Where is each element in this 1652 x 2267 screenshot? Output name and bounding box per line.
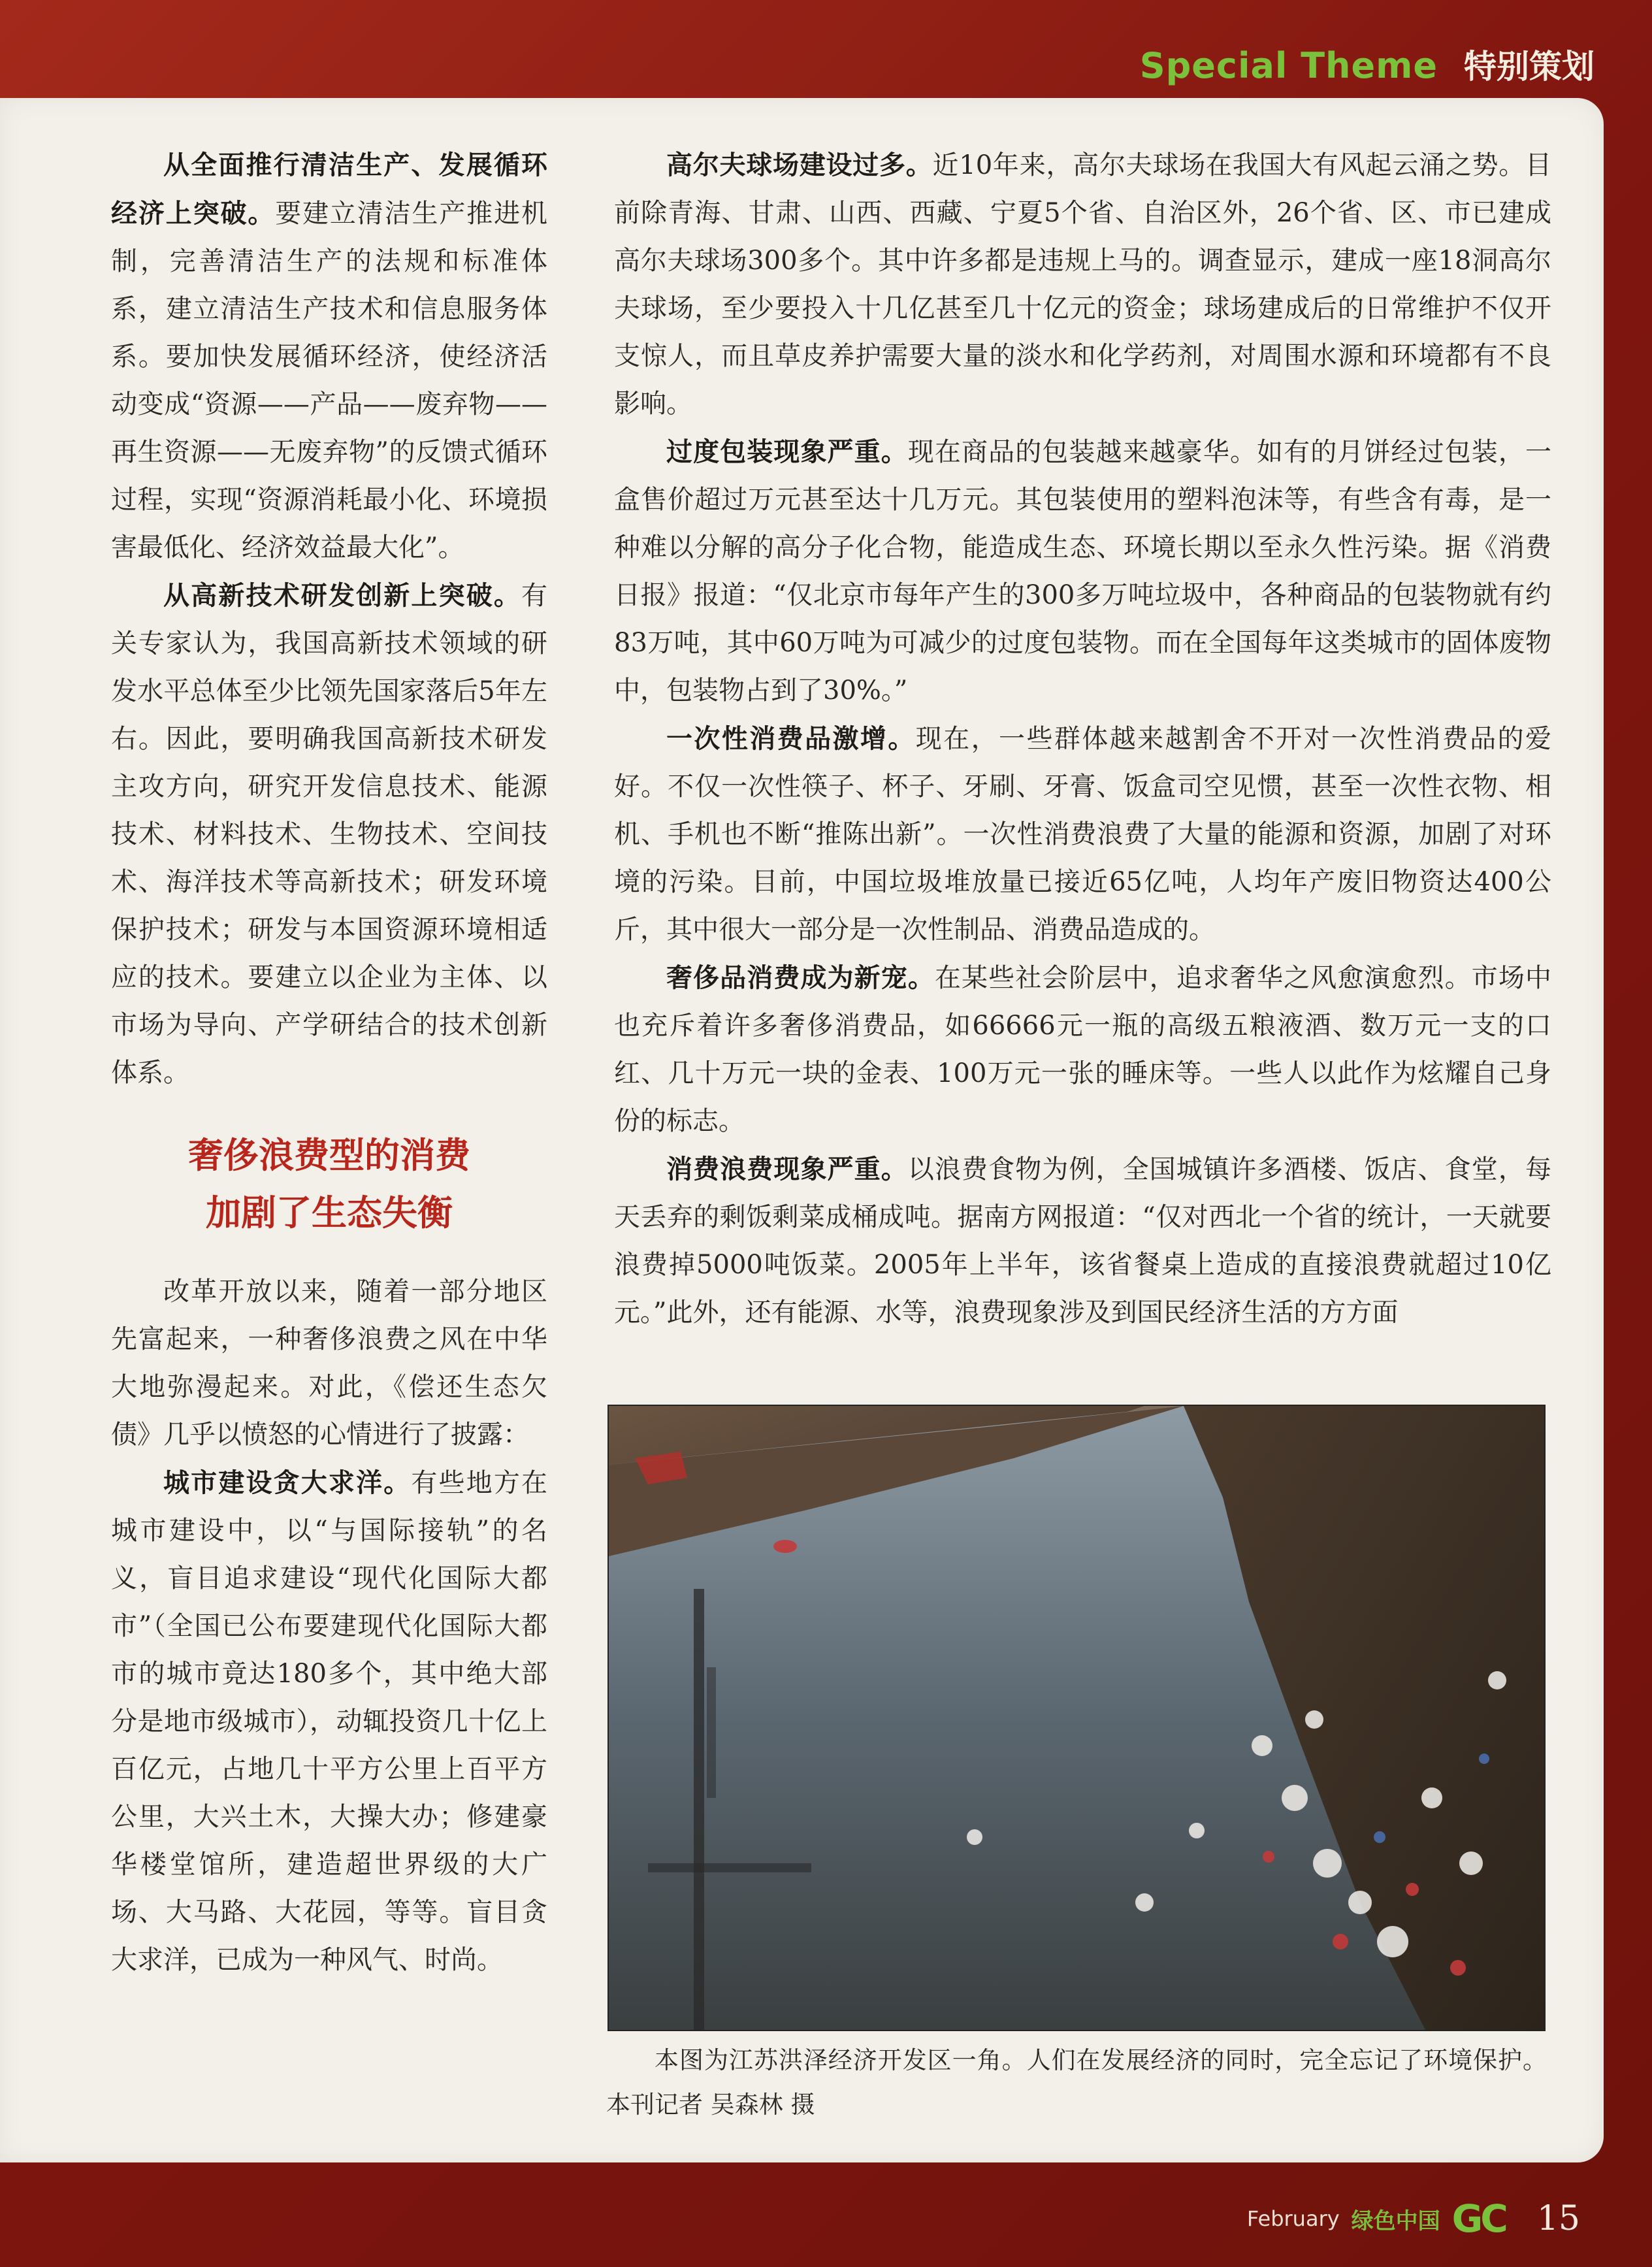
paragraph-text: 在某些社会阶层中，追求奢华之风愈演愈烈。市场中也充斥着许多奢侈消费品，如66666元一瓶的高级五粮液酒、数万元一支的口红、几十万元一块的金表、100万元一张的睡床等。一些人以此作为炫耀自己身份的标志。 bbox=[614, 963, 1551, 1136]
magazine-logo: GC bbox=[1451, 2196, 1506, 2241]
lead-heading: 奢侈品消费成为新宠。 bbox=[666, 962, 935, 993]
paragraph-text: 以浪费食物为例，全国城镇许多酒楼、饭店、食堂，每天丢弃的剩饭剩菜成桶成吨。据南方网报道：“仅对西北一个省的统计，一天就要浪费掉5000吨饭菜。2005年上半年，该省餐桌上造成的直接浪费就超过10亿元。”此外，还有能源、水等，浪费现象涉及到国民经济生活的方方面 bbox=[614, 1154, 1551, 1328]
paragraph bbox=[614, 428, 1551, 715]
caption-text: 本图为江苏洪泽经济开发区一角。人们在发展经济的同时，完全忘记了环境保护。 本刊记者 吴森林 摄 bbox=[606, 2046, 1547, 2119]
paragraph-text: 要建立清洁生产推进机制，完善清洁生产的法规和标准体系，建立清洁生产技术和信息服务体系。要加快发展循环经济，使经济活动变成“资源——产品——废弃物——再生资源——无废弃物”的反馈式循环过程，实现“资源消耗最小化、环境损害最低化、经济效益最大化”。 bbox=[111, 199, 548, 563]
lead-heading: 从高新技术研发创新上突破。 bbox=[163, 580, 521, 611]
polluted-canal-photo bbox=[607, 1405, 1546, 2031]
paragraph bbox=[111, 1459, 547, 1984]
page-number: 15 bbox=[1536, 2199, 1580, 2238]
lead-heading: 过度包装现象严重。 bbox=[666, 436, 908, 467]
paragraph-text: 近10年来，高尔夫球场在我国大有风起云涌之势。目前除青海、甘肃、山西、西藏、宁夏5个省、自治区外，26个省、区、市已建成高尔夫球场300多个。其中许多都是违规上马的。调查显示，建成一座18洞高尔夫球场，至少要投入十几亿甚至几十亿元的资金；球场建成后的日常维护不仅开支惊人，而且草皮养护需要大量的淡水和化学药剂，对周围水源和环境都有不良影响。 bbox=[614, 150, 1551, 419]
lead-heading: 一次性消费品激增。 bbox=[666, 723, 916, 754]
section-header bbox=[1140, 41, 1595, 88]
paragraph bbox=[614, 715, 1551, 954]
paragraph bbox=[614, 141, 1551, 428]
page-footer bbox=[1247, 2196, 1580, 2241]
paragraph-text: 有些地方在城市建设中，以“与国际接轨”的名义，盲目追求建设“现代化国际大都市”（全国已公布要建现代化国际大都市的城市竟达180多个，其中绝大部分是地市级城市），动辄投资几十亿上百亿元，占地几十平方公里上百平方公里，大兴土木，大操大办；修建豪华楼堂馆所，建造超世界级的大广场、大马路、大花园，等等。盲目贪大求洋，已成为一种风气、时尚。 bbox=[111, 1468, 548, 1975]
photo-caption bbox=[606, 2038, 1547, 2127]
lead-heading: 从全面推行清洁生产、发展循环经济上突破。 bbox=[111, 150, 547, 229]
theme-english: Special Theme bbox=[1139, 45, 1438, 86]
right-column bbox=[614, 141, 1551, 1337]
paragraph bbox=[111, 141, 547, 572]
paragraph bbox=[614, 954, 1551, 1145]
lead-heading: 消费浪费现象严重。 bbox=[666, 1154, 908, 1184]
lead-heading: 高尔夫球场建设过多。 bbox=[666, 150, 933, 180]
section-title-line: 奢侈浪费型的消费 bbox=[188, 1135, 470, 1176]
paragraph-text: 改革开放以来，随着一部分地区先富起来，一种奢侈浪费之风在中华大地弥漫起来。对此，《偿还生态欠债》几乎以愤怒的心情进行了披露： bbox=[111, 1277, 547, 1450]
paragraph bbox=[111, 1268, 547, 1459]
magazine-name: 绿色中国 bbox=[1351, 2208, 1440, 2234]
issue-month: February bbox=[1246, 2206, 1340, 2231]
paragraph-text: 现在，一些群体越来越割舍不开对一次性消费品的爱好。不仅一次性筷子、杯子、牙刷、牙膏、饭盒司空见惯，甚至一次性衣物、相机、手机也不断“推陈出新”。一次性消费浪费了大量的能源和资源，加剧了对环境的污染。目前，中国垃圾堆放量已接近65亿吨，人均年产废旧物资达400公斤，其中很大一部分是一次性制品、消费品造成的。 bbox=[614, 724, 1552, 945]
section-title-line: 加剧了生态失衡 bbox=[206, 1192, 453, 1233]
section-title bbox=[111, 1127, 547, 1242]
paragraph bbox=[614, 1145, 1551, 1337]
left-column bbox=[111, 141, 547, 1984]
paragraph-text: 现在商品的包装越来越豪华。如有的月饼经过包装，一盒售价超过万元甚至达十几万元。其包装使用的塑料泡沫等，有些含有毒，是一种难以分解的高分子化合物，能造成生态、环境长期以至永久性污染。据《消费日报》报道：“仅北京市每年产生的300多万吨垃圾中，各种商品的包装物就有约83万吨，其中60万吨为可减少的过度包装物。而在全国每年这类城市的固体废物中，包装物占到了30%。” bbox=[614, 437, 1551, 706]
theme-chinese: 特别策划 bbox=[1464, 48, 1595, 86]
photo-illustration bbox=[609, 1406, 1544, 2030]
paragraph bbox=[111, 572, 547, 1097]
lead-heading: 城市建设贪大求洋。 bbox=[163, 1467, 412, 1498]
page-sheet bbox=[0, 98, 1604, 2162]
paragraph-text: 有关专家认为，我国高新技术领域的研发水平总体至少比领先国家落后5年左右。因此，要明确我国高新技术研发主攻方向，研究开发信息技术、能源技术、材料技术、生物技术、空间技术、海洋技术等高新技术；研发环境保护技术；研发与本国资源环境相适应的技术。要建立以企业为主体、以市场为导向、产学研结合的技术创新体系。 bbox=[111, 581, 547, 1088]
